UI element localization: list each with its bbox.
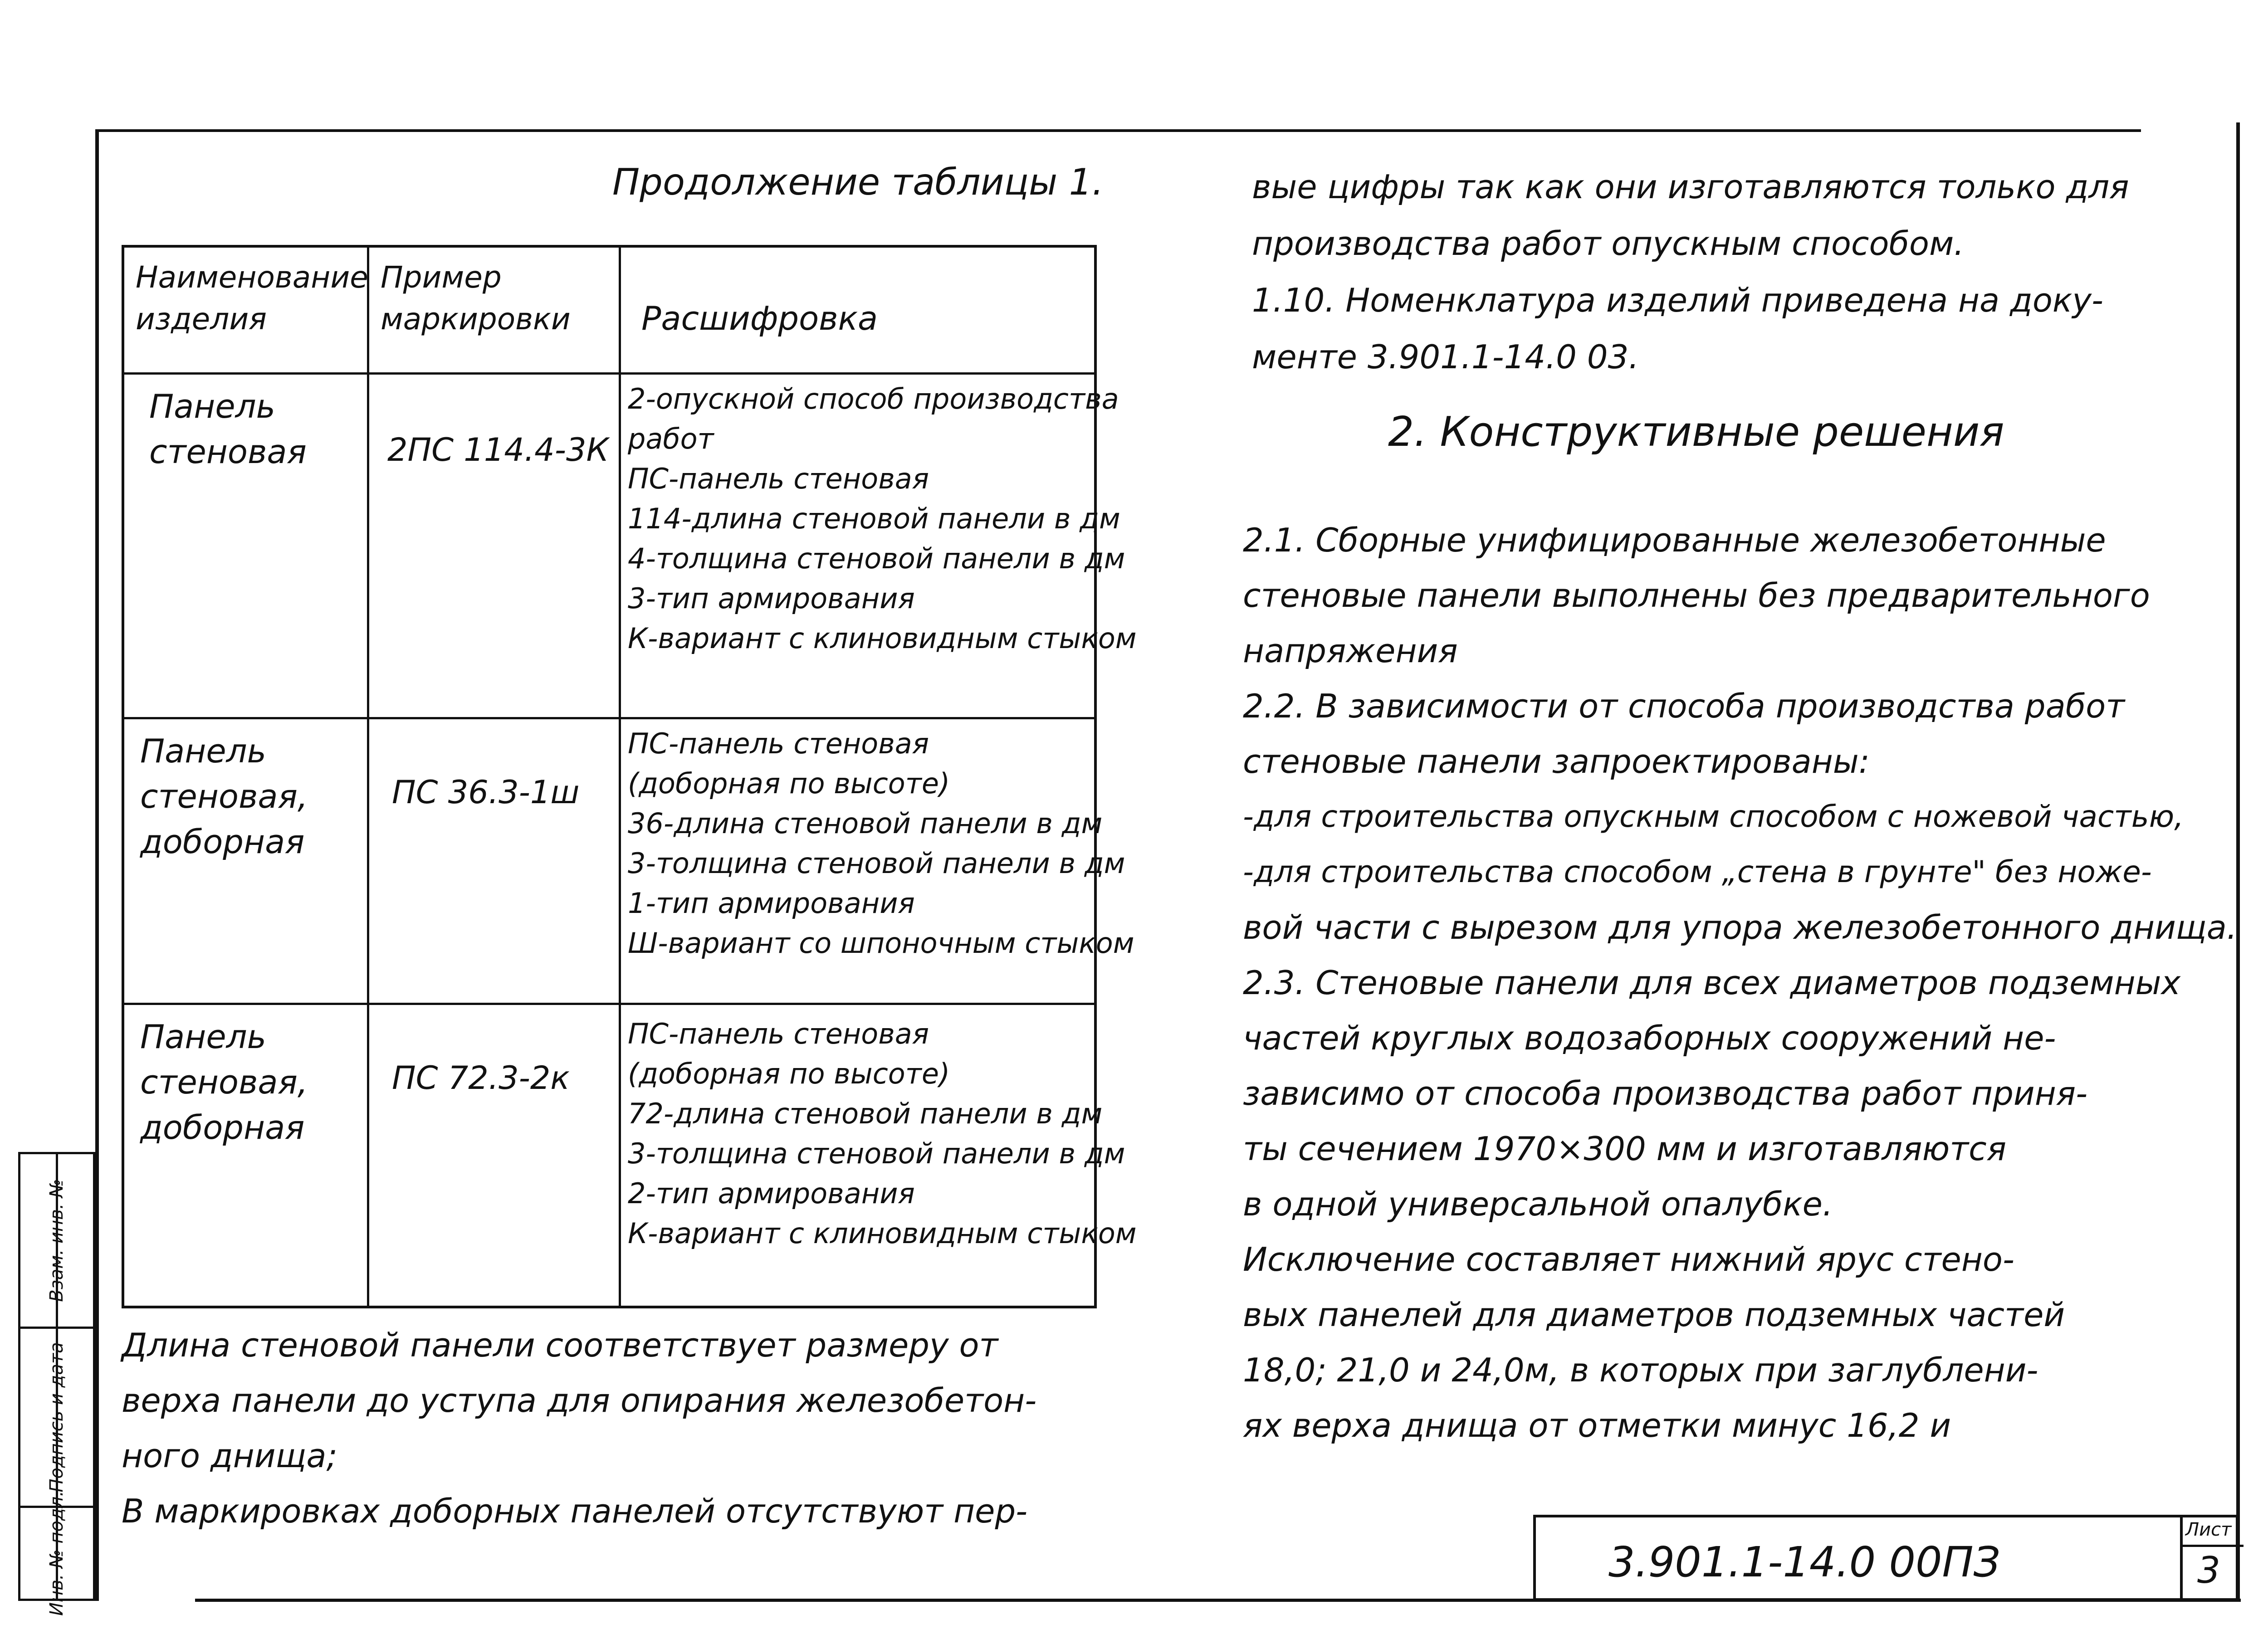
paragraph-line: вых панелей для диаметров подземных частей	[1243, 1296, 2065, 1334]
cell-text-line: стеновая,	[140, 777, 308, 815]
paragraph-line: Длина стеновой панели соответствует размеру от	[122, 1326, 998, 1364]
marking-table	[122, 245, 1137, 1308]
header-text-line: Наименование	[136, 260, 368, 295]
paragraph-line: 18,0; 21,0 и 24,0м, в которых при заглублени-	[1243, 1351, 2038, 1389]
table-header-decoding: Расшифровка	[641, 299, 878, 337]
paragraph-line: зависимо от способа производства работ приня-	[1243, 1074, 2088, 1112]
frame-top-border	[95, 129, 2141, 132]
paragraph-line: 2.1. Сборные унифицированные железобетонные	[1243, 521, 2106, 559]
table-row-3-name	[140, 1014, 308, 1150]
stamp-signature-date	[18, 1327, 95, 1508]
cell-text-line: Панель	[140, 1018, 267, 1056]
table-row-1-decoding	[628, 379, 1137, 659]
table-row-divider	[124, 372, 1094, 375]
table-row-3-decoding	[628, 1014, 1137, 1254]
paragraph-line: ного днища;	[122, 1437, 337, 1475]
paragraph-line: -для строительства опускным способом с ножевой частью,	[1243, 799, 2184, 834]
title-block-divider	[2180, 1545, 2244, 1547]
cell-text-line: Ш-вариант со шпоночным стыком	[628, 927, 1134, 960]
table-row-divider	[124, 717, 1094, 719]
frame-left-border	[95, 132, 99, 1601]
header-text-line: Пример	[381, 260, 502, 295]
table-column-divider	[619, 248, 621, 1306]
table-row-1-name	[149, 384, 307, 474]
paragraph-line: 2.2. В зависимости от способа производства работ	[1243, 687, 2125, 725]
cell-text-line: 114-длина стеновой панели в дм	[628, 502, 1120, 535]
table-row-1-marking: 2ПС 114.4-3К	[387, 431, 609, 468]
paragraph-line: верха панели до уступа для опирания железобетон-	[122, 1381, 1037, 1420]
paragraph-line: в одной универсальной опалубке.	[1243, 1185, 1833, 1223]
paragraph-line: вые цифры так как они изготавляются только для	[1252, 168, 2129, 206]
table-caption: Продолжение таблицы 1.	[612, 161, 1104, 203]
stamp-label: Инв. № подл.	[46, 1491, 67, 1616]
cell-text-line: 3-тип армирования	[628, 582, 915, 615]
cell-text-line: ПС-панель стеновая	[628, 1017, 929, 1050]
header-text-line: маркировки	[381, 302, 571, 337]
title-block-divider	[2180, 1517, 2183, 1598]
section-title: 2. Конструктивные решения	[1388, 408, 2004, 456]
cell-text-line: стеновая	[149, 433, 307, 471]
cell-text-line: 72-длина стеновой панели в дм	[628, 1097, 1103, 1130]
paragraph-line: ях верха днища от отметки минус 16,2 и	[1243, 1406, 1951, 1444]
cell-text-line: 2-тип армирования	[628, 1177, 915, 1210]
cell-text-line: К-вариант с клиновидным стыком	[628, 1217, 1137, 1250]
right-paragraph-top	[1252, 159, 2129, 385]
table-row-2-decoding	[628, 724, 1134, 963]
paragraph-line: 1.10. Номенклатура изделий приведена на доку-	[1252, 281, 2103, 319]
cell-text-line: ПС-панель стеновая	[628, 462, 929, 495]
cell-text-line: доборная	[140, 1108, 305, 1146]
header-text-line: изделия	[136, 302, 267, 337]
paragraph-line: стеновые панели выполнены без предварительного	[1243, 576, 2150, 615]
paragraph-line: Исключение составляет нижний ярус стено-	[1243, 1240, 2014, 1278]
cell-text-line: 3-толщина стеновой панели в дм	[628, 1137, 1125, 1170]
cell-text-line: стеновая,	[140, 1063, 308, 1101]
sheet-label: Лист	[2185, 1519, 2232, 1540]
cell-text-line: К-вариант с клиновидным стыком	[628, 622, 1137, 655]
cell-text-line: доборная	[140, 823, 305, 861]
table-header-name	[136, 257, 368, 340]
cell-text-line: Панель	[140, 732, 267, 770]
paragraph-line: частей круглых водозаборных сооружений не-	[1243, 1019, 2056, 1057]
table-row-divider	[124, 1003, 1094, 1005]
document-code: 3.901.1-14.0 00ПЗ	[1608, 1538, 2000, 1586]
table-row-2-name	[140, 728, 308, 864]
paragraph-line: 2.3. Стеновые панели для всех диаметров подземных	[1243, 964, 2181, 1002]
cell-text-line: работ	[628, 422, 714, 455]
cell-text-line: 1-тип армирования	[628, 887, 915, 920]
cell-text-line: 2-опускной способ производства	[628, 382, 1119, 415]
table-column-divider	[367, 248, 369, 1306]
cell-text-line: (доборная по высоте)	[628, 1057, 950, 1090]
left-paragraph	[122, 1317, 1036, 1539]
title-block	[1533, 1515, 2239, 1601]
paragraph-line: менте 3.901.1-14.0 03.	[1252, 338, 1639, 376]
stamp-label: Взам. инв. №	[46, 1179, 67, 1302]
cell-text-line: 4-толщина стеновой панели в дм	[628, 542, 1125, 575]
table-row-3-marking: ПС 72.3-2к	[392, 1059, 570, 1097]
table-header-marking	[381, 257, 571, 340]
sheet-number: 3	[2197, 1549, 2220, 1591]
paragraph-line: производства работ опускным способом.	[1252, 224, 1965, 263]
stamp-label: Подпись и дата	[46, 1342, 67, 1493]
paragraph-line: стеновые панели запроектированы:	[1243, 742, 1870, 781]
stamp-original-inventory	[18, 1491, 95, 1616]
paragraph-line: вой части с вырезом для упора железобетонного днища.	[1243, 908, 2237, 946]
cell-text-line: ПС-панель стеновая	[628, 727, 929, 760]
paragraph-line: -для строительства способом „стена в грунте" без ноже-	[1243, 854, 2152, 889]
paragraph-line: В маркировках доборных панелей отсутствуют пер-	[122, 1492, 1028, 1530]
stamp-replaced-inventory	[18, 1152, 95, 1329]
cell-text-line: 3-толщина стеновой панели в дм	[628, 847, 1125, 880]
table-row-2-marking: ПС 36.3-1ш	[392, 774, 580, 811]
cell-text-line: 36-длина стеновой панели в дм	[628, 807, 1103, 840]
cell-text-line: Панель	[149, 387, 276, 425]
paragraph-line: напряжения	[1243, 632, 1458, 670]
cell-text-line: (доборная по высоте)	[628, 767, 950, 800]
right-paragraph-body	[1243, 512, 2237, 1453]
paragraph-line: ты сечением 1970×300 мм и изготавляются	[1243, 1130, 2007, 1168]
